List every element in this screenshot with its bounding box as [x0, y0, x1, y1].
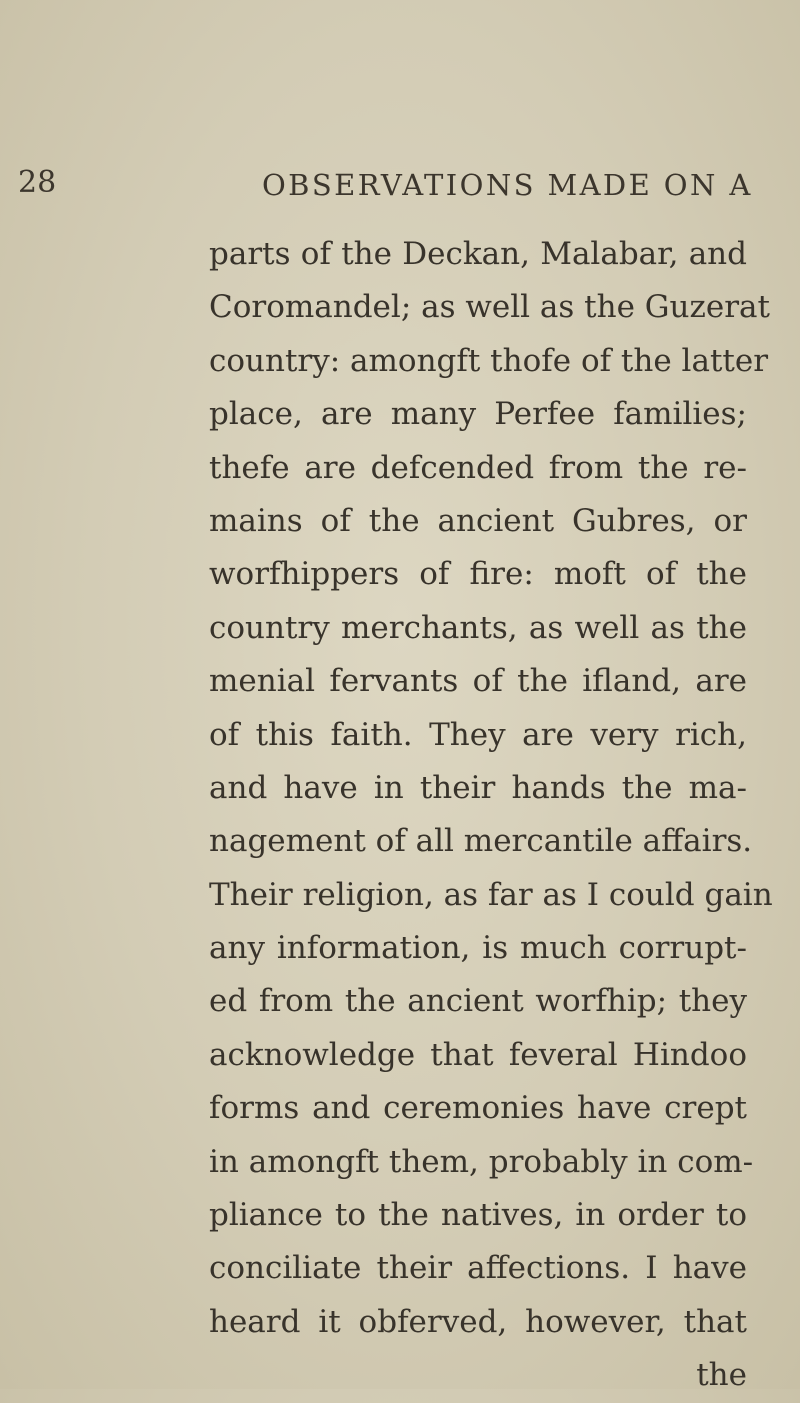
text-line: menial fervants of the ifland, are: [209, 663, 747, 700]
text-line: pliance to the natives, in order to: [209, 1197, 747, 1234]
text-line: Coromandel; as well as the Guzerat: [209, 289, 770, 326]
text-line: any information, is much corrupt-: [209, 930, 747, 967]
text-line: and have in their hands the ma-: [209, 769, 747, 806]
text-line: place, are many Perfee families;: [209, 396, 747, 433]
text-line: forms and ceremonies have crept: [209, 1090, 747, 1127]
text-line: Their religion, as far as I could gain: [209, 876, 773, 913]
text-line: heard it obferved, however, that: [209, 1303, 747, 1340]
text-line: in amongft them, probably in com-: [209, 1143, 754, 1180]
text-line: conciliate their affections. I have: [209, 1250, 747, 1287]
running-head: OBSERVATIONS MADE ON A: [262, 168, 753, 202]
text-line: nagement of all mercantile affairs.: [209, 823, 753, 860]
text-line: of this faith. They are very rich,: [209, 716, 747, 753]
body-text: [209, 228, 773, 1403]
text-line: parts of the Deckan, Malabar, and: [209, 236, 747, 272]
text-line: worfhippers of fire: moft of the: [209, 556, 747, 593]
text-line: the: [696, 1357, 747, 1394]
text-line: mains of the ancient Gubres, or: [209, 502, 747, 539]
text-line: country: amongft thofe of the latter: [209, 342, 769, 379]
text-line: country merchants, as well as the: [209, 609, 747, 646]
text-line: thefe are defcended from the re-: [209, 449, 747, 486]
text-line: ed from the ancient worfhip; they: [209, 983, 747, 1020]
page-number: 28: [18, 165, 57, 200]
text-line: acknowledge that feveral Hindoo: [209, 1036, 747, 1073]
